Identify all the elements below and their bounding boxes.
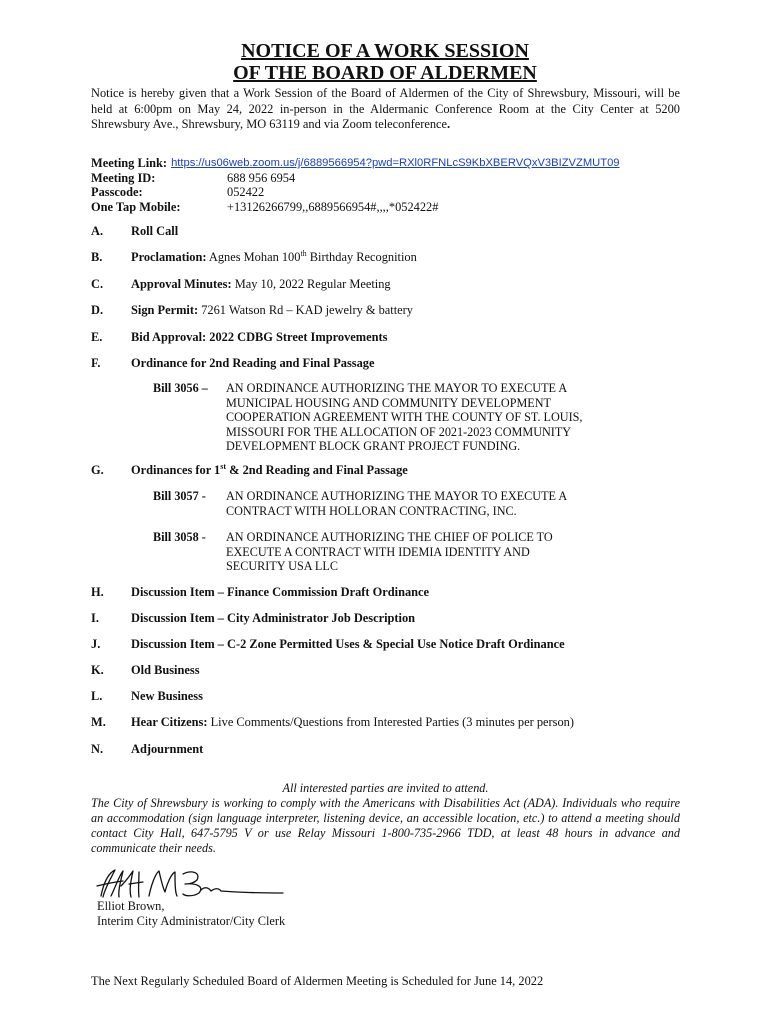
bill-text-line: AN ORDINANCE AUTHORIZING THE MAYOR TO EXECUTE A [226, 381, 568, 395]
agenda-detail-end: Birthday Recognition [306, 250, 417, 264]
meeting-id-value: 688 956 6954 [227, 170, 296, 185]
agenda-letter: K. [91, 663, 104, 677]
footer-note: The Next Regularly Scheduled Board of Aldermen Meeting is Scheduled for June 14, 2022 [91, 974, 544, 988]
agenda-detail: May 10, 2022 Regular Meeting [231, 277, 391, 291]
agenda-title: Sign Permit: [131, 303, 199, 317]
agenda-title: Adjournment [131, 742, 204, 756]
bill-text-line: EXECUTE A CONTRACT WITH IDEMIA IDENTITY AND [226, 544, 530, 559]
agenda-letter: J. [91, 637, 101, 651]
agenda-letter: D. [91, 303, 104, 317]
bill-number: Bill 3058 - [153, 530, 206, 544]
meeting-link[interactable]: https://us06web.zoom.us/j/6889566954?pwd=RXl0RFNLcS9KbXBERVQxV3BIZVZMUT09 [171, 157, 620, 169]
agenda-title: Bid Approval: 2022 CDBG Street Improvements [131, 330, 388, 344]
agenda-letter: E. [91, 330, 103, 344]
bill-text-line: DEVELOPMENT BLOCK GRANT PROJECT FUNDING. [226, 439, 521, 453]
agenda-title-end: & 2nd Reading and Final Passage [226, 463, 408, 477]
meeting-link-label: Meeting Link: [91, 156, 168, 170]
agenda-title: Discussion Item – City Administrator Job Description [131, 611, 416, 625]
meeting-id-label: Meeting ID: [91, 170, 156, 185]
agenda-sup: st [220, 461, 227, 471]
agenda-letter: C. [91, 277, 104, 291]
one-tap-label: One Tap Mobile: [91, 199, 181, 214]
intro-text: Notice is hereby given that a Work Session of the Board of Aldermen of the City of Shrewsbury, Missouri, will be held at 6:00pm on May 24, 2022 in-person in the Aldermanic Conference Room at the City Center at 5200 Shrewsbury Ave., Shrewsbury, MO 63119 and via Zoom teleconference [91, 86, 680, 131]
agenda-title: Ordinances for 1 [131, 463, 221, 477]
bill-text-line: COOPERATION AGREEMENT WITH THE COUNTY OF ST. LOUIS, [226, 410, 583, 424]
intro-paragraph [91, 86, 680, 133]
ada-notice [91, 781, 680, 856]
signer-name: Elliot Brown, [97, 899, 165, 913]
one-tap-value: +13126266799,,6889566954#,,,,*052422# [227, 199, 439, 214]
agenda-title: Old Business [131, 663, 200, 677]
agenda-letter: B. [91, 250, 103, 264]
agenda-detail: Live Comments/Questions from Interested Parties (3 minutes per person) [207, 715, 574, 729]
one-tap-row [91, 200, 620, 215]
agenda-letter: N. [91, 742, 104, 756]
agenda-title: Hear Citizens: [131, 715, 208, 729]
bill-text-line: AN ORDINANCE AUTHORIZING THE CHIEF OF POLICE TO [226, 530, 553, 544]
agenda-letter: A. [91, 224, 104, 238]
agenda-letter: F. [91, 356, 101, 370]
invite-line: All interested parties are invited to attend. [282, 781, 489, 795]
agenda-title: Discussion Item – Finance Commission Draft Ordinance [131, 585, 430, 599]
page-title-line2: OF THE BOARD OF ALDERMEN [233, 62, 537, 84]
agenda-letter: L. [91, 689, 103, 703]
ada-text: The City of Shrewsbury is working to comply with the Americans with Disabilities Act (ADA). Individuals who require an accommodation (sign language interpreter, listening device, an accessible location, etc.) to attend a meeting should contact City Hall, 647-5795 V or use Relay Missouri 1-800-735-2966 TDD, at least 48 hours in advance and communicate their needs. [91, 796, 680, 855]
agenda-letter: I. [91, 611, 99, 625]
meeting-details [91, 156, 620, 214]
bill-text-line: CONTRACT WITH HOLLORAN CONTRACTING, INC. [226, 503, 517, 518]
meeting-link-row [91, 156, 620, 171]
page-title-line1: NOTICE OF A WORK SESSION [241, 40, 529, 62]
passcode-label: Passcode: [91, 185, 143, 199]
intro-end: . [447, 117, 451, 131]
agenda-title: Discussion Item – C-2 Zone Permitted Uses & Special Use Notice Draft Ordinance [131, 637, 565, 651]
agenda-title: Proclamation: [131, 250, 207, 264]
bill-text-line: MUNICIPAL HOUSING AND COMMUNITY DEVELOPMENT [226, 395, 552, 410]
bill-number: Bill 3057 - [153, 489, 206, 503]
bill-number: Bill 3056 – [153, 381, 208, 395]
passcode-row [91, 185, 620, 200]
bill-text-line: SECURITY USA LLC [226, 559, 338, 573]
agenda-detail: Agnes Mohan 100 [206, 250, 301, 264]
signature-image [93, 866, 293, 902]
passcode-value: 052422 [227, 185, 265, 199]
bill-text-line: AN ORDINANCE AUTHORIZING THE MAYOR TO EXECUTE A [226, 489, 568, 503]
signer-block [97, 899, 285, 929]
agenda-title: Roll Call [131, 224, 179, 238]
agenda-title: New Business [131, 689, 203, 703]
signer-title: Interim City Administrator/City Clerk [97, 914, 286, 928]
agenda-detail: 7261 Watson Rd – KAD jewelry & battery [198, 303, 413, 317]
agenda-letter: H. [91, 585, 104, 599]
agenda-letter: G. [91, 463, 104, 477]
agenda-title: Ordinance for 2nd Reading and Final Passage [131, 356, 375, 370]
agenda-title: Approval Minutes: [131, 277, 232, 291]
agenda-sup: th [300, 248, 307, 258]
meeting-id-row [91, 171, 620, 186]
agenda-letter: M. [91, 715, 106, 729]
bill-text-line: MISSOURI FOR THE ALLOCATION OF 2021-2023 COMMUNITY [226, 424, 572, 439]
